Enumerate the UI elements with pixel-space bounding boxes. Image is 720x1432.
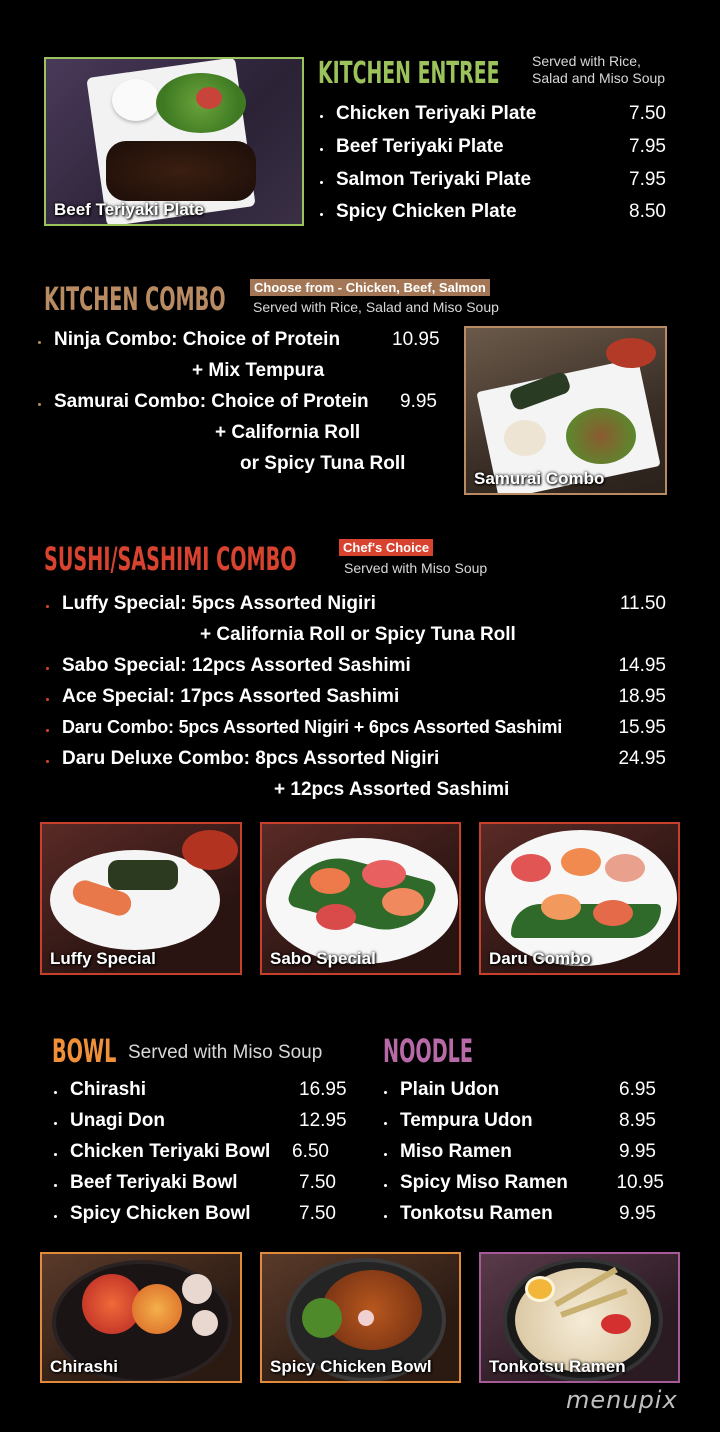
menu-item-name: Ace Special: 17pcs Assorted Sashimi	[62, 686, 400, 707]
bullet	[384, 1153, 387, 1156]
bullet	[54, 1122, 57, 1125]
menu-item-name: Sabo Special: 12pcs Assorted Sashimi	[62, 655, 411, 676]
menu-item-name: Chicken Teriyaki Plate	[336, 103, 537, 124]
menu-item-price: 12.95	[299, 1110, 347, 1131]
bullet	[46, 667, 49, 670]
bullet	[54, 1215, 57, 1218]
photo-caption: Chirashi	[50, 1357, 119, 1376]
bullet	[46, 729, 49, 732]
menu-item-name: Plain Udon	[400, 1079, 500, 1100]
menu-item-name: Salmon Teriyaki Plate	[336, 169, 532, 190]
entree-note-line2: Salad and Miso Soup	[532, 70, 666, 86]
menu-item-name: Luffy Special: 5pcs Assorted Nigiri	[62, 593, 376, 614]
menu-item-name: Spicy Chicken Plate	[336, 201, 517, 222]
watermark-logo: menupix	[566, 1386, 678, 1414]
photo-daru-combo	[479, 822, 680, 975]
menu-item-name: Samurai Combo: Choice of Protein	[54, 391, 369, 412]
menu-item-price: 9.95	[400, 391, 437, 412]
menu-item-price: 10.95	[616, 1172, 664, 1193]
bullet	[54, 1091, 57, 1094]
bullet	[46, 605, 49, 608]
photo-beef-teriyaki-plate	[44, 57, 304, 226]
menu-item-extra: or Spicy Tuna Roll	[240, 453, 406, 474]
photo-spicy-chicken-bowl	[260, 1252, 461, 1383]
menu-item-name: Miso Ramen	[400, 1141, 512, 1162]
section-title-noodle: NOODLE	[383, 1032, 473, 1070]
photo-caption: Spicy Chicken Bowl	[270, 1357, 432, 1376]
menu-item-name: Tonkotsu Ramen	[400, 1203, 553, 1224]
menu-item-price: 6.95	[619, 1079, 656, 1100]
menu-item-name: Tempura Udon	[400, 1110, 533, 1131]
menu-item-price: 9.95	[619, 1203, 656, 1224]
section-title-kitchen-entree: KITCHEN ENTREE	[318, 56, 500, 91]
menu-item-name: Daru Deluxe Combo: 8pcs Assorted Nigiri	[62, 748, 440, 769]
menu-item-name: Beef Teriyaki Plate	[336, 136, 504, 157]
photo-tonkotsu-ramen	[479, 1252, 680, 1383]
photo-caption: Daru Combo	[489, 949, 591, 968]
menu-item-price: 8.95	[619, 1110, 656, 1131]
section-title-bowl: BOWL	[52, 1032, 117, 1070]
menu-item-price: 14.95	[618, 655, 666, 676]
menu-item-name: Spicy Miso Ramen	[400, 1172, 568, 1193]
entree-note-line1: Served with Rice,	[532, 53, 641, 69]
combo-tag: Choose from - Chicken, Beef, Salmon	[250, 279, 490, 296]
photo-caption: Samurai Combo	[474, 469, 605, 488]
bullet	[320, 148, 323, 151]
menu-item-name: Spicy Chicken Bowl	[70, 1203, 251, 1224]
menu-item-price: 9.95	[619, 1141, 656, 1162]
photo-chirashi	[40, 1252, 242, 1383]
menu-item-price: 18.95	[618, 686, 666, 707]
bowl-note: Served with Miso Soup	[128, 1042, 323, 1063]
menu-item-extra: + California Roll	[215, 422, 361, 443]
menu-item-name: Ninja Combo: Choice of Protein	[54, 329, 341, 350]
menu-item-extra: + 12pcs Assorted Sashimi	[274, 779, 510, 800]
menu-item-price: 7.50	[299, 1203, 336, 1224]
photo-caption: Sabo Special	[270, 949, 376, 968]
menu-item-price: 6.50	[292, 1141, 329, 1162]
menu-item-price: 7.95	[629, 169, 666, 190]
menu-item-price: 8.50	[629, 201, 666, 222]
menu-item-extra: + California Roll or Spicy Tuna Roll	[200, 624, 516, 645]
menu-item-price: 7.50	[629, 103, 666, 124]
menu-item-name: Beef Teriyaki Bowl	[70, 1172, 238, 1193]
photo-luffy-special	[40, 822, 242, 975]
menu-item-name: Daru Combo: 5pcs Assorted Nigiri + 6pcs Assorted Sashimi	[62, 717, 563, 737]
photo-caption: Luffy Special	[50, 949, 156, 968]
bullet	[46, 698, 49, 701]
photo-sabo-special	[260, 822, 461, 975]
menu-item-price: 11.50	[619, 593, 666, 614]
combo-note: Served with Rice, Salad and Miso Soup	[253, 299, 499, 315]
bullet	[38, 341, 41, 344]
sushi-note: Served with Miso Soup	[344, 560, 488, 576]
bullet	[384, 1184, 387, 1187]
menu-item-price: 7.95	[629, 136, 666, 157]
menu-item-price: 24.95	[618, 748, 666, 769]
menu-item-name: Chicken Teriyaki Bowl	[70, 1141, 271, 1162]
menu-item-price: 10.95	[392, 329, 440, 350]
photo-samurai-combo	[464, 326, 667, 495]
bullet	[46, 760, 49, 763]
menu-item-price: 7.50	[299, 1172, 336, 1193]
bullet	[384, 1215, 387, 1218]
bullet	[384, 1091, 387, 1094]
bullet	[320, 115, 323, 118]
bullet	[38, 403, 41, 406]
menu-item-price: 15.95	[618, 717, 666, 738]
menu-item-price: 16.95	[299, 1079, 347, 1100]
section-title-kitchen-combo: KITCHEN COMBO	[44, 280, 226, 318]
photo-caption: Beef Teriyaki Plate	[54, 200, 204, 219]
bullet	[384, 1122, 387, 1125]
bullet	[320, 181, 323, 184]
bullet	[54, 1184, 57, 1187]
photo-caption: Tonkotsu Ramen	[489, 1357, 626, 1376]
bullet	[320, 213, 323, 216]
menu-item-extra: + Mix Tempura	[192, 360, 325, 381]
bullet	[54, 1153, 57, 1156]
section-title-sushi-combo: SUSHI/SASHIMI COMBO	[44, 540, 297, 578]
menu-item-name: Unagi Don	[70, 1110, 165, 1131]
sushi-tag: Chef's Choice	[339, 539, 433, 556]
menu-item-name: Chirashi	[70, 1079, 147, 1100]
